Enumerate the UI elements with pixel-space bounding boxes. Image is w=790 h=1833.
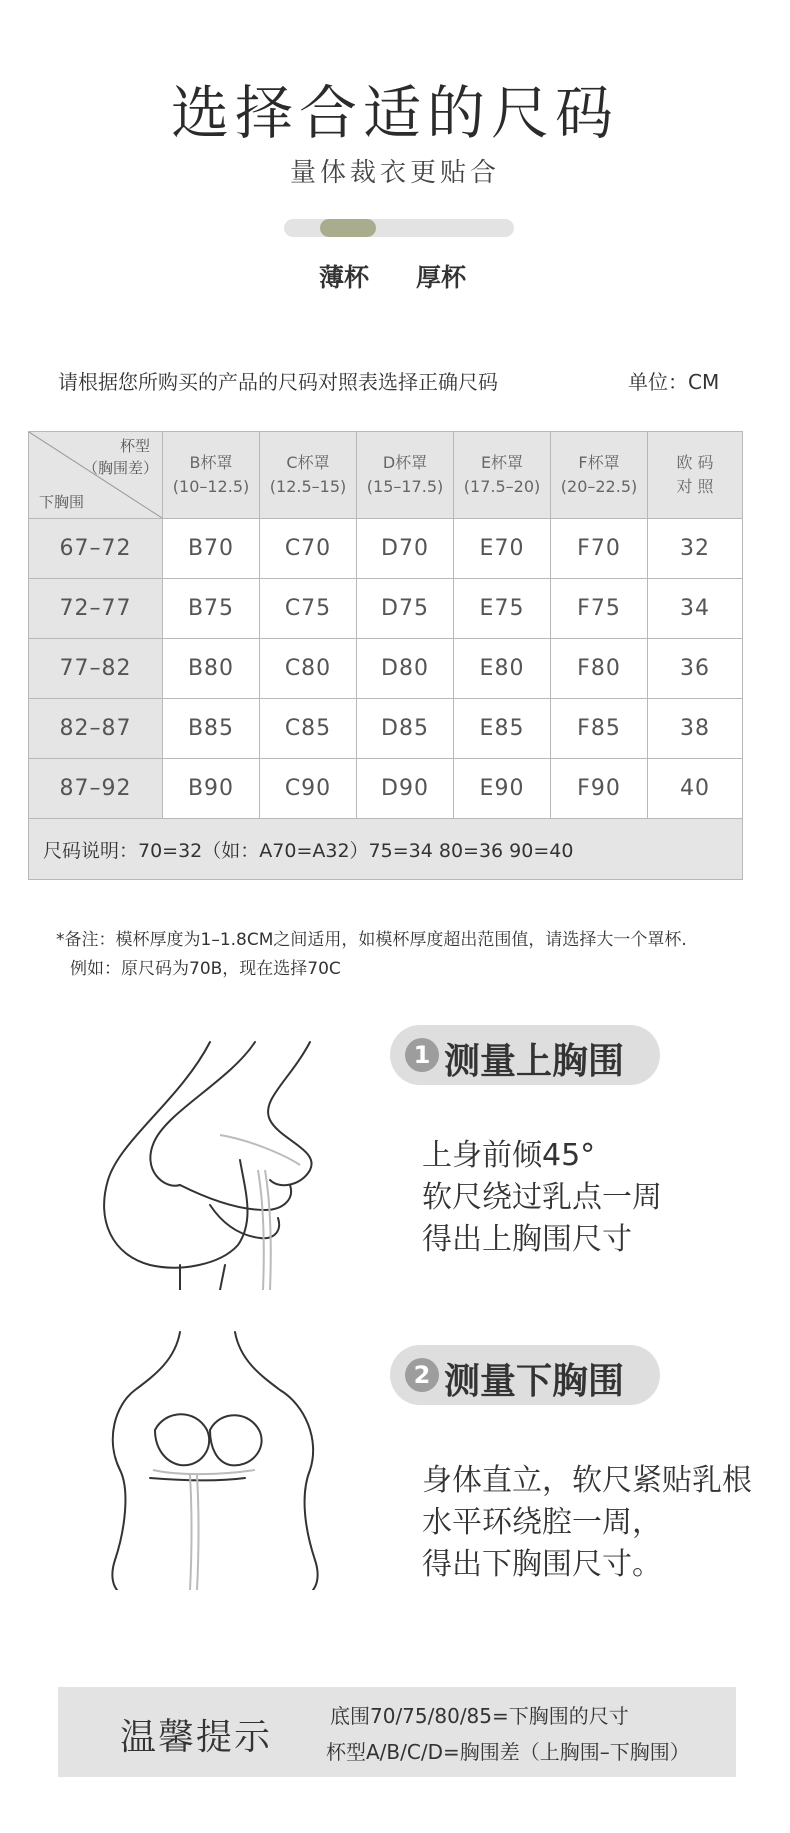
size-cell: F70	[551, 519, 648, 579]
size-cell: F90	[551, 759, 648, 819]
corner-diff-label: （胸围差）	[82, 459, 158, 477]
column-range: (20–22.5)	[560, 477, 638, 496]
tip-line-2: 杯型A/B/C/D=胸围差（上胸围–下胸围）	[326, 1740, 690, 1764]
page-subtitle: 量体裁衣更贴合	[289, 158, 500, 188]
table-row	[29, 699, 743, 759]
size-cell: F85	[551, 699, 648, 759]
size-cell: B85	[163, 699, 260, 759]
size-cell: E90	[454, 759, 551, 819]
step-1-title: 测量上胸围	[444, 1041, 625, 1082]
unit-label: 单位：CM	[628, 370, 720, 394]
size-cell: C75	[260, 579, 357, 639]
cup-switch-thumb[interactable]	[320, 219, 376, 237]
underbust-measure-illustration	[95, 1330, 335, 1590]
size-cell: F80	[551, 639, 648, 699]
corner-cup-label: 杯型	[119, 437, 150, 455]
tab-thin-cup[interactable]: 薄杯	[319, 263, 370, 292]
underbust-cell: 67–72	[29, 519, 163, 579]
intro-text: 请根据您所购买的产品的尺码对照表选择正确尺码	[58, 370, 498, 394]
eu-size-cell: 34	[648, 579, 743, 639]
size-cell: D85	[357, 699, 454, 759]
size-cell: D80	[357, 639, 454, 699]
size-cell: B75	[163, 579, 260, 639]
step-2-title: 测量下胸围	[444, 1361, 625, 1402]
size-cell: C80	[260, 639, 357, 699]
eu-size-cell: 32	[648, 519, 743, 579]
table-header-row	[29, 432, 743, 519]
column-header	[648, 432, 743, 519]
step-1-line-1: 上身前倾45°	[422, 1138, 596, 1173]
size-cell: B80	[163, 639, 260, 699]
size-cell: C90	[260, 759, 357, 819]
step-2-line-3: 得出下胸围尺寸。	[422, 1547, 662, 1582]
table-row	[29, 519, 743, 579]
size-cell: B90	[163, 759, 260, 819]
column-range: (10–12.5)	[172, 477, 250, 496]
underbust-cell: 72–77	[29, 579, 163, 639]
column-name: E杯罩	[480, 453, 524, 472]
eu-size-cell: 36	[648, 639, 743, 699]
tab-thick-cup[interactable]: 厚杯	[416, 263, 467, 292]
page-title: 选择合适的尺码	[170, 79, 619, 147]
size-cell: D90	[357, 759, 454, 819]
eu-size-cell: 40	[648, 759, 743, 819]
column-range: (12.5–15)	[269, 477, 347, 496]
column-range: 对 照	[676, 477, 714, 496]
overbust-measure-illustration	[60, 1040, 360, 1290]
table-row	[29, 579, 743, 639]
table-footer-row	[29, 819, 743, 880]
column-header	[357, 432, 454, 519]
column-name: 欧 码	[676, 453, 714, 472]
column-header	[260, 432, 357, 519]
size-cell: D70	[357, 519, 454, 579]
underbust-cell: 87–92	[29, 759, 163, 819]
step-2-number-badge: 2	[405, 1358, 439, 1392]
size-cell: E85	[454, 699, 551, 759]
step-1-line-3: 得出上胸围尺寸	[422, 1222, 632, 1257]
size-cell: E75	[454, 579, 551, 639]
remark-line-1: *备注：模杯厚度为1–1.8CM之间适用，如模杯厚度超出范围值，请选择大一个罩杯.	[56, 930, 687, 950]
table-row	[29, 759, 743, 819]
underbust-cell: 82–87	[29, 699, 163, 759]
tip-line-1: 底围70/75/80/85=下胸围的尺寸	[330, 1704, 629, 1728]
column-name: D杯罩	[382, 453, 428, 472]
size-cell: F75	[551, 579, 648, 639]
size-chart-table	[28, 431, 743, 880]
size-cell: B70	[163, 519, 260, 579]
remark-line-2: 例如：原尺码为70B，现在选择70C	[70, 959, 341, 979]
size-cell: D75	[357, 579, 454, 639]
column-header	[163, 432, 260, 519]
cup-switch-track[interactable]	[284, 219, 514, 237]
table-row	[29, 639, 743, 699]
step-2-line-2: 水平环绕腔一周，	[422, 1505, 662, 1540]
eu-size-cell: 38	[648, 699, 743, 759]
corner-underbust-label: 下胸围	[39, 493, 85, 511]
underbust-cell: 77–82	[29, 639, 163, 699]
size-cell: E80	[454, 639, 551, 699]
column-name: F杯罩	[578, 453, 620, 472]
column-range: (15–17.5)	[366, 477, 444, 496]
column-range: (17.5–20)	[463, 477, 541, 496]
table-corner-cell	[29, 432, 163, 519]
size-cell: E70	[454, 519, 551, 579]
column-header	[551, 432, 648, 519]
step-1-line-2: 软尺绕过乳点一周	[422, 1180, 662, 1215]
tip-title: 温馨提示	[120, 1717, 273, 1758]
column-header	[454, 432, 551, 519]
step-1-number-badge: 1	[405, 1038, 439, 1072]
size-cell: C85	[260, 699, 357, 759]
size-note: 尺码说明：70=32（如：A70=A32）75=34 80=36 90=40	[29, 819, 743, 880]
step-2-line-1: 身体直立，软尺紧贴乳根	[422, 1463, 752, 1498]
size-cell: C70	[260, 519, 357, 579]
column-name: C杯罩	[286, 453, 330, 472]
column-name: B杯罩	[189, 453, 233, 472]
